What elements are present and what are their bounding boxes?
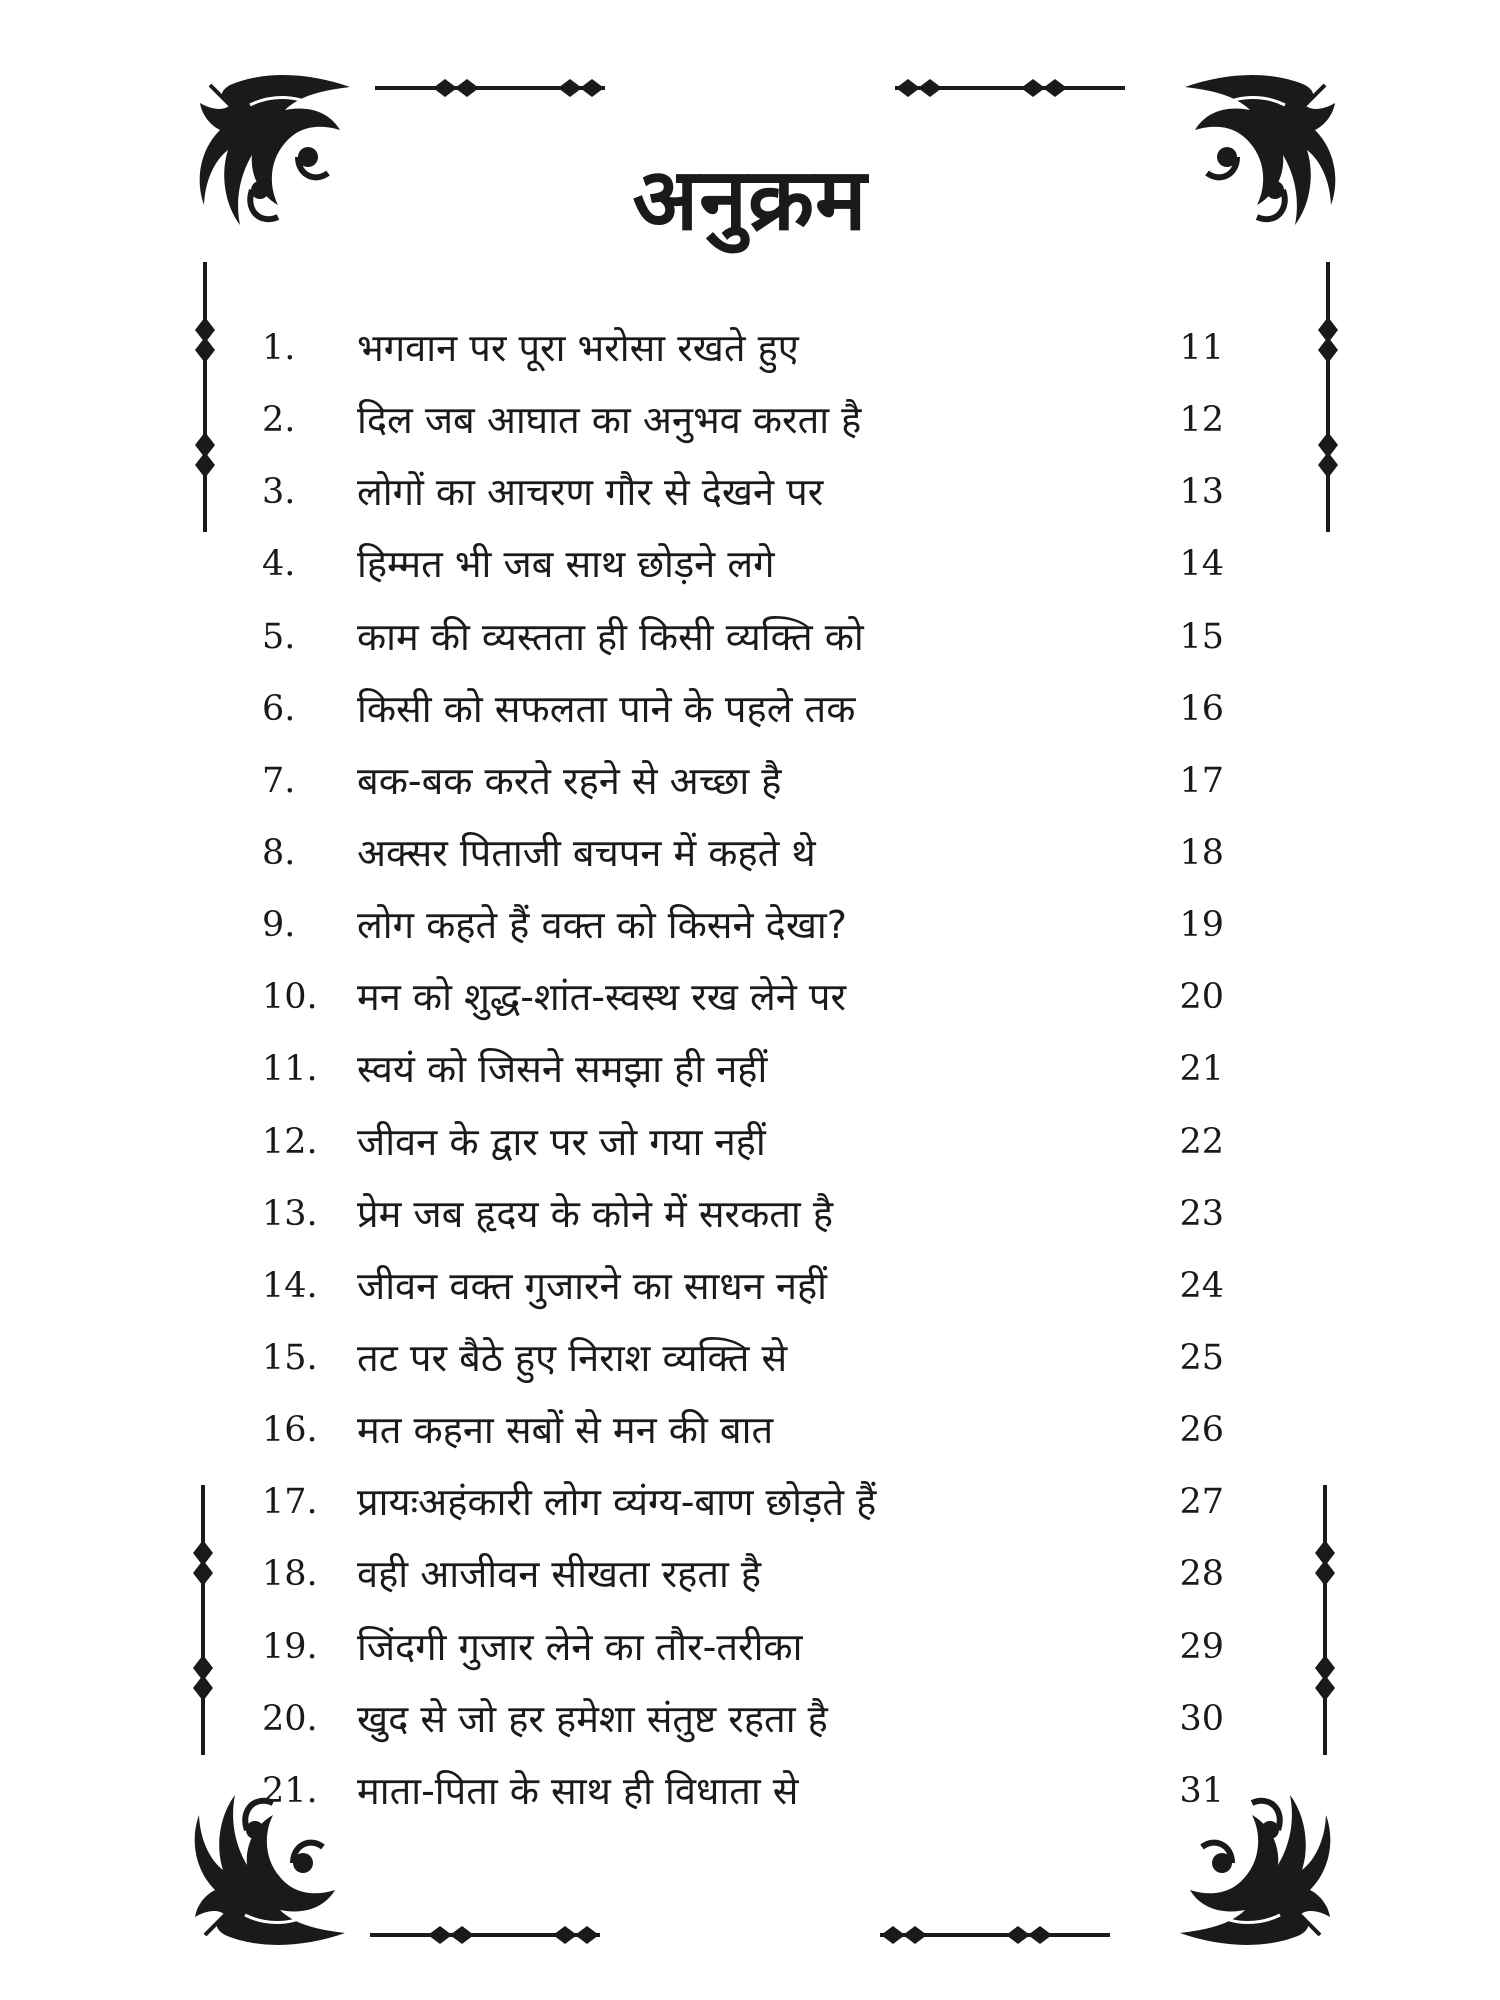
toc-entry[interactable] — [262, 1184, 1244, 1256]
toc-entry-title: अक्सर पिताजी बचपन में कहते थे — [357, 830, 816, 875]
toc-entry[interactable] — [262, 1256, 1244, 1328]
toc-entry[interactable] — [262, 1328, 1244, 1400]
toc-entry-title: माता-पिता के साथ ही विधाता से — [357, 1768, 799, 1813]
toc-entry-title: वही आजीवन सीखता रहता है — [357, 1552, 762, 1597]
toc-entry-number: 15. — [262, 1337, 318, 1378]
toc-entry-page-number: 19 — [1179, 905, 1224, 946]
toc-entry[interactable] — [262, 1689, 1244, 1761]
toc-entry-page-number: 29 — [1179, 1626, 1224, 1667]
toc-entry[interactable] — [262, 1112, 1244, 1184]
toc-entry-page-number: 20 — [1179, 977, 1224, 1018]
toc-entry-page-number: 26 — [1179, 1410, 1224, 1451]
toc-entry-page-number: 11 — [1179, 328, 1224, 368]
toc-entry[interactable] — [262, 1617, 1244, 1689]
toc-entry-number: 4. — [262, 544, 296, 585]
toc-entry-title: जीवन वक्त गुजारने का साधन नहीं — [357, 1263, 827, 1308]
toc-entry[interactable] — [262, 462, 1244, 534]
toc-entry-title: काम की व्यस्तता ही किसी व्यक्ति को — [357, 614, 864, 659]
toc-entry[interactable] — [262, 1472, 1244, 1544]
left-upper-rule — [195, 262, 215, 532]
toc-entry-number: 16. — [262, 1410, 318, 1451]
right-lower-rule — [1315, 1485, 1335, 1755]
toc-entry-page-number: 30 — [1179, 1698, 1224, 1739]
toc-entry[interactable] — [262, 1400, 1244, 1472]
toc-entry-number: 6. — [262, 688, 296, 729]
toc-entry-page-number: 31 — [1179, 1770, 1224, 1811]
toc-entry-number: 7. — [262, 760, 296, 801]
toc-entry-page-number: 23 — [1179, 1193, 1224, 1234]
toc-entry-page-number: 18 — [1179, 832, 1224, 873]
bottom-right-rule — [880, 1926, 1110, 1944]
toc-entry-title: बक-बक करते रहने से अच्छा है — [357, 758, 782, 803]
toc-entry-page-number: 15 — [1179, 616, 1224, 657]
toc-entry[interactable] — [262, 895, 1244, 967]
top-left-rule — [375, 79, 605, 97]
toc-entry[interactable] — [262, 534, 1244, 606]
toc-entry-page-number: 12 — [1179, 400, 1224, 441]
toc-entry-page-number: 16 — [1179, 688, 1224, 729]
toc-entry-number: 14. — [262, 1265, 318, 1306]
toc-entry[interactable] — [262, 679, 1244, 751]
toc-entry-title: तट पर बैठे हुए निराश व्यक्ति से — [357, 1335, 788, 1380]
toc-entry-number: 1. — [262, 328, 296, 368]
toc-entry-number: 2. — [262, 400, 296, 441]
toc-entry-number: 20. — [262, 1698, 318, 1739]
right-upper-rule — [1318, 262, 1338, 532]
toc-entry-title: दिल जब आघात का अनुभव करता है — [357, 398, 862, 443]
toc-entry[interactable] — [262, 1544, 1244, 1616]
toc-entry-page-number: 22 — [1179, 1121, 1224, 1162]
toc-entry-title: जीवन के द्वार पर जो गया नहीं — [357, 1119, 766, 1164]
toc-entry-page-number: 17 — [1179, 760, 1224, 801]
toc-entry-page-number: 27 — [1179, 1482, 1224, 1523]
table-of-contents — [262, 318, 1244, 1833]
toc-entry-number: 12. — [262, 1121, 318, 1162]
toc-entry-number: 8. — [262, 832, 296, 873]
toc-entry-page-number: 25 — [1179, 1337, 1224, 1378]
toc-entry[interactable] — [262, 1039, 1244, 1111]
toc-entry[interactable] — [262, 1761, 1244, 1833]
toc-entry-number: 5. — [262, 616, 296, 657]
toc-entry-number: 9. — [262, 905, 296, 946]
top-right-rule — [895, 79, 1125, 97]
toc-entry-title: खुद से जो हर हमेशा संतुष्ट रहता है — [357, 1696, 828, 1741]
toc-entry-number: 19. — [262, 1626, 318, 1667]
toc-entry-number: 11. — [262, 1049, 318, 1090]
toc-entry-title: किसी को सफलता पाने के पहले तक — [357, 686, 856, 731]
toc-entry-page-number: 21 — [1179, 1049, 1224, 1090]
toc-entry-number: 21. — [262, 1770, 318, 1811]
toc-entry-title: स्वयं को जिसने समझा ही नहीं — [357, 1047, 768, 1092]
toc-entry-title: भगवान पर पूरा भरोसा रखते हुए — [357, 326, 799, 370]
toc-entry[interactable] — [262, 967, 1244, 1039]
left-lower-rule — [193, 1485, 213, 1755]
toc-entry-title: मत कहना सबों से मन की बात — [357, 1408, 774, 1453]
toc-entry-title: लोग कहते हैं वक्त को किसने देखा? — [357, 903, 847, 948]
toc-entry[interactable] — [262, 318, 1244, 390]
page-title: अनुक्रम — [632, 150, 868, 250]
toc-entry-number: 13. — [262, 1193, 318, 1234]
toc-entry[interactable] — [262, 607, 1244, 679]
toc-entry-page-number: 28 — [1179, 1554, 1224, 1595]
toc-entry-title: हिम्मत भी जब साथ छोड़ने लगे — [357, 542, 775, 587]
toc-entry[interactable] — [262, 751, 1244, 823]
toc-entry-page-number: 14 — [1179, 544, 1224, 585]
toc-entry-number: 18. — [262, 1554, 318, 1595]
toc-entry-number: 10. — [262, 977, 318, 1018]
toc-entry-number: 3. — [262, 472, 296, 513]
toc-entry[interactable] — [262, 390, 1244, 462]
bottom-left-rule — [370, 1926, 600, 1944]
toc-entry[interactable] — [262, 823, 1244, 895]
toc-entry-page-number: 24 — [1179, 1265, 1224, 1306]
toc-entry-number: 17. — [262, 1482, 318, 1523]
toc-entry-title: लोगों का आचरण गौर से देखने पर — [357, 470, 824, 515]
toc-entry-title: प्रायःअहंकारी लोग व्यंग्य-बाण छोड़ते हैं — [357, 1480, 877, 1525]
toc-entry-title: जिंदगी गुजार लेने का तौर-तरीका — [357, 1624, 803, 1669]
toc-entry-title: प्रेम जब हृदय के कोने में सरकता है — [357, 1191, 834, 1236]
toc-entry-page-number: 13 — [1179, 472, 1224, 513]
toc-entry-title: मन को शुद्ध-शांत-स्वस्थ रख लेने पर — [357, 975, 847, 1020]
